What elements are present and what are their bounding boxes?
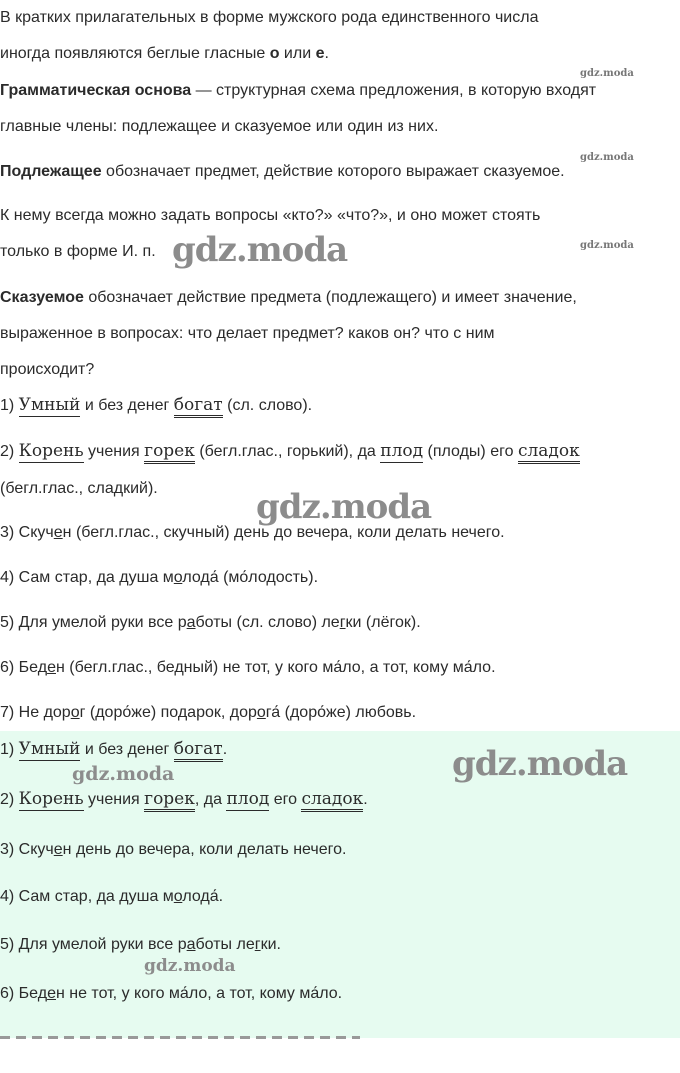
subject: Умный bbox=[18, 395, 81, 415]
answer-sentence: 4) Сам стар, да душа молода́. bbox=[0, 888, 224, 905]
predicate: горек bbox=[144, 441, 195, 464]
vowel-mark: е bbox=[47, 985, 56, 1002]
watermark: gdz.moda bbox=[452, 744, 628, 784]
term-subject: Подлежащее bbox=[0, 163, 102, 180]
answer-sentence: 3) Скучен день до вечера, коли делать нечего. bbox=[0, 841, 347, 858]
theory-line bbox=[0, 206, 540, 226]
text: . bbox=[324, 45, 329, 62]
theory-line bbox=[0, 360, 94, 380]
theory-line bbox=[0, 162, 565, 182]
watermark: gdz.moda bbox=[144, 956, 236, 976]
vowel-mark: а bbox=[186, 614, 196, 631]
text: или bbox=[279, 45, 316, 62]
sentence-explained: 5) Для умелой руки все работы (сл. слово) легки (лёгок). bbox=[0, 614, 421, 631]
predicate: горек bbox=[144, 789, 195, 812]
vowel-mark: а bbox=[186, 936, 196, 953]
vowel-mark: е bbox=[47, 659, 56, 676]
subject: Корень bbox=[18, 441, 84, 461]
term-predicate: Сказуемое bbox=[0, 289, 84, 306]
answer-sentence: 2) Корень учения горек, да плод его сладок. bbox=[0, 789, 368, 810]
subject: Корень bbox=[18, 789, 84, 809]
predicate: сладок bbox=[518, 441, 580, 464]
sentence-explained: 2) Корень учения горек (бегл.глас., горький), да плод (плоды) его сладок bbox=[0, 441, 580, 462]
sentence-explained: 1) Умный и без денег богат (сл. слово). bbox=[0, 395, 312, 416]
subject: Умный bbox=[18, 739, 81, 759]
vowel-mark: е bbox=[53, 524, 63, 541]
text: происходит? bbox=[0, 361, 95, 378]
watermark: gdz.moda bbox=[172, 230, 348, 270]
text: В кратких прилагательных в форме мужского рода единственного числа bbox=[0, 9, 539, 26]
text: обозначает предмет, действие которого выражает сказуемое. bbox=[101, 163, 565, 180]
theory-line bbox=[0, 242, 156, 262]
sentence-explained-cont: (бегл.глас., сладкий). bbox=[0, 480, 158, 497]
watermark: gdz.moda bbox=[72, 763, 175, 785]
fleeting-vowel-e: е bbox=[315, 45, 325, 62]
sentence-explained: 7) Не дорог (доро́же) подарок, дорога́ (доро́же) любовь. bbox=[0, 704, 417, 721]
text: главные члены: подлежащее и сказуемое или один из них. bbox=[0, 118, 439, 135]
theory-line bbox=[0, 117, 438, 137]
subject: плод bbox=[380, 441, 424, 461]
theory-line bbox=[0, 288, 577, 308]
vowel-mark: г bbox=[254, 936, 261, 953]
text: иногда появляются беглые гласные bbox=[0, 45, 270, 62]
text: — структурная схема предложения, в которую входят bbox=[191, 82, 597, 99]
predicate: сладок bbox=[301, 789, 363, 812]
text: только в форме И. п. bbox=[0, 243, 156, 260]
answer-sentence: 1) Умный и без денег богат. bbox=[0, 739, 227, 760]
text: К нему всегда можно задать вопросы «кто?» «что?», и оно может стоять bbox=[0, 207, 541, 224]
term-grammatical-basis: Грамматическая основа bbox=[0, 82, 192, 99]
watermark: gdz.moda bbox=[580, 68, 634, 79]
vowel-mark: о bbox=[70, 704, 80, 721]
fleeting-vowel-o: о bbox=[269, 45, 280, 62]
predicate: богат bbox=[174, 395, 223, 418]
sentence-explained: 4) Сам стар, да душа молода́ (мо́лодость). bbox=[0, 569, 319, 586]
watermark: gdz.moda bbox=[580, 152, 634, 163]
answer-sentence: 6) Беден не тот, у кого ма́ло, а тот, кому ма́ло. bbox=[0, 985, 343, 1002]
subject: плод bbox=[226, 789, 270, 809]
theory-line bbox=[0, 324, 495, 344]
predicate: богат bbox=[174, 739, 223, 762]
vowel-mark: е bbox=[53, 841, 63, 858]
clipped-line bbox=[0, 1036, 360, 1039]
sentence-explained: 3) Скучен (бегл.глас., скучный) день до вечера, коли делать нечего. bbox=[0, 524, 505, 541]
theory-line bbox=[0, 44, 329, 64]
text: выраженное в вопросах: что делает предмет? каков он? что с ним bbox=[0, 325, 495, 342]
text: обозначает действие предмета (подлежащего) и имеет значение, bbox=[83, 289, 577, 306]
vowel-mark: о bbox=[173, 569, 183, 586]
theory-line bbox=[0, 8, 538, 28]
watermark: gdz.moda bbox=[580, 240, 634, 251]
sentence-explained: 6) Беден (бегл.глас., бедный) не тот, у кого ма́ло, а тот, кому ма́ло. bbox=[0, 659, 496, 676]
theory-line bbox=[0, 81, 596, 101]
watermark: gdz.moda bbox=[256, 487, 432, 527]
answer-sentence: 5) Для умелой руки все работы легки. bbox=[0, 936, 281, 953]
vowel-mark: о bbox=[256, 704, 266, 721]
vowel-mark: о bbox=[173, 888, 183, 905]
vowel-mark: г bbox=[339, 614, 346, 631]
